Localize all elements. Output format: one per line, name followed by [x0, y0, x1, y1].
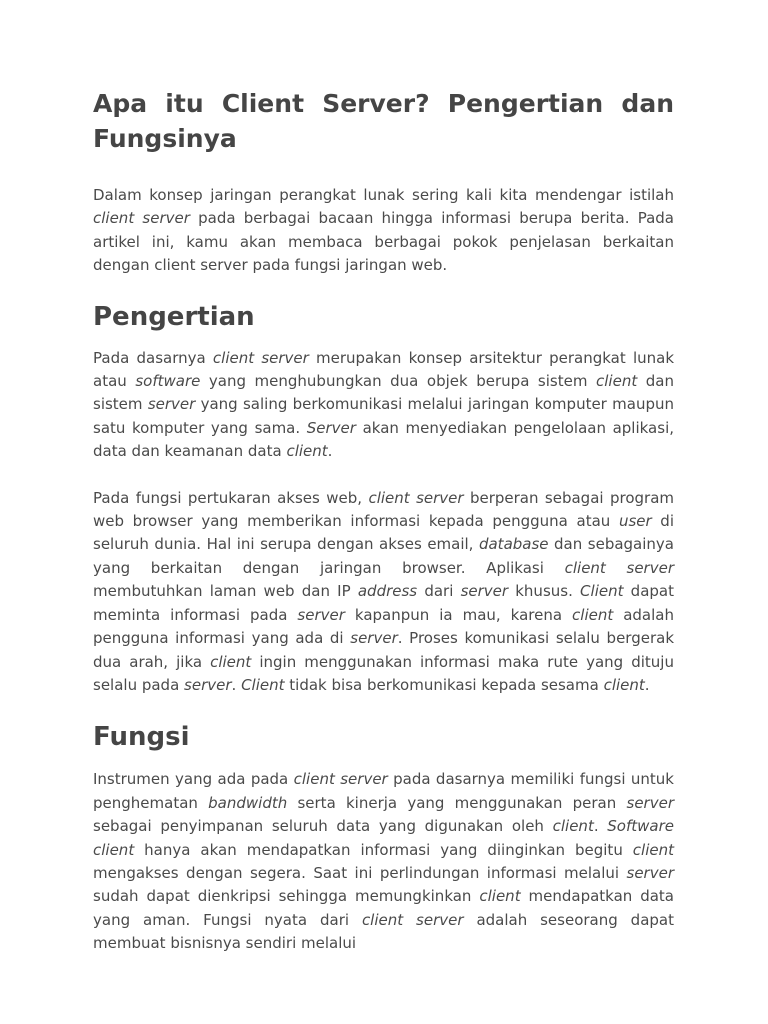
text-run: yang menghubungkan dua objek berupa sistem	[200, 372, 597, 391]
text-run: kapanpun ia mau, karena	[344, 605, 573, 624]
italic-term: client	[552, 817, 594, 836]
italic-term: client	[210, 652, 252, 671]
italic-term: server	[297, 605, 345, 624]
text-run: mendapatkan data yang aman. Fungsi nyata dari	[93, 887, 674, 929]
text-run: sudah dapat dienkripsi sehingga memungkinkan	[93, 887, 480, 906]
italic-term: server	[184, 675, 232, 694]
italic-term: client	[632, 840, 674, 859]
italic-term: Server	[306, 418, 356, 437]
italic-term: server	[350, 629, 398, 648]
italic-term: server	[626, 793, 674, 812]
text-run: .	[231, 675, 242, 694]
text-run: merupakan konsep arsitektur perangkat lunak atau	[93, 348, 675, 391]
text-run: Instrumen yang ada pada	[93, 770, 294, 789]
italic-term: client	[603, 675, 645, 694]
text-run: ingin menggunakan informasi maka rute yang dituju selalu pada	[93, 652, 674, 694]
text-run: hanya akan mendapatkan informasi yang diinginkan begitu	[134, 840, 633, 859]
text-run: tidak bisa berkomunikasi kepada sesama	[284, 675, 604, 694]
text-run: Dalam konsep jaringan perangkat lunak sering kali kita mendengar istilah	[93, 186, 674, 204]
pengertian-paragraph-2	[93, 487, 674, 698]
text-run: Pada dasarnya	[93, 348, 213, 367]
text-run: .	[593, 817, 608, 836]
text-run: .	[327, 442, 333, 461]
italic-term: client server	[212, 348, 309, 367]
page-title: Apa itu Client Server? Pengertian dan Fungsinya	[93, 89, 674, 153]
text-run: adalah seseorang dapat membuat bisnisnya sendiri melalui	[93, 910, 674, 953]
italic-term: client server	[368, 488, 464, 507]
italic-term: address	[357, 582, 418, 601]
italic-term: server	[626, 863, 674, 882]
section-heading-fungsi: Fungsi	[93, 722, 190, 753]
text-run: membutuhkan laman web dan IP	[93, 582, 358, 601]
text-run: di seluruh dunia. Hal ini serupa dengan akses email,	[93, 512, 674, 554]
italic-term: Client	[580, 582, 624, 601]
text-run: sebagai penyimpanan seluruh data yang digunakan oleh	[93, 817, 553, 836]
italic-term: Software client	[93, 817, 674, 859]
text-run: pada berbagai bacaan hingga informasi berupa berita. Pada artikel ini, kamu akan membaca berbagai pokok penjelasan berkaitan dengan client server pada fungsi jaringan web.	[93, 209, 675, 275]
text-run: khusus.	[508, 582, 581, 601]
text-run: dapat meminta informasi pada	[93, 582, 674, 624]
italic-term: user	[618, 512, 652, 531]
text-run: adalah pengguna informasi yang ada di	[93, 605, 674, 648]
section-heading-pengertian: Pengertian	[93, 301, 255, 332]
text-run: pada dasarnya memiliki fungsi untuk penghematan	[93, 770, 674, 812]
italic-term: Client	[241, 675, 285, 694]
text-run: dari	[417, 582, 461, 601]
italic-term: bandwidth	[208, 793, 288, 812]
italic-term: client server	[361, 910, 464, 929]
text-run: yang saling berkomunikasi melalui jaringan komputer maupun satu komputer yang sama.	[93, 395, 674, 437]
italic-term: client	[286, 442, 328, 461]
italic-term: client server	[564, 558, 674, 577]
text-run: dan sistem	[93, 372, 674, 414]
text-run: akan menyediakan pengelolaan aplikasi, data dan keamanan data	[93, 418, 674, 461]
text-run: .	[644, 675, 650, 694]
text-run: serta kinerja yang menggunakan peran	[287, 793, 627, 812]
italic-term: database	[478, 535, 549, 554]
text-run: berperan sebagai program web browser yang memberikan informasi kepada pengguna atau	[93, 488, 674, 531]
italic-term: software	[135, 372, 201, 391]
intro-paragraph	[93, 184, 674, 278]
text-run: mengakses dengan segera. Saat ini perlindungan informasi melalui	[93, 863, 627, 882]
italic-term: client	[479, 887, 521, 906]
italic-term: client	[572, 605, 614, 624]
pengertian-paragraph-1	[93, 347, 674, 464]
text-run: Pada fungsi pertukaran akses web,	[93, 488, 369, 507]
italic-term: client server	[93, 209, 190, 228]
italic-term: client	[596, 372, 638, 391]
text-run: . Proses komunikasi selalu bergerak dua arah, jika	[93, 629, 675, 671]
italic-term: client server	[293, 770, 388, 789]
text-run: dan sebagainya yang berkaitan dengan jaringan browser. Aplikasi	[93, 535, 674, 577]
italic-term: server	[147, 395, 196, 414]
fungsi-paragraph-1	[93, 768, 674, 955]
italic-term: server	[460, 582, 509, 601]
